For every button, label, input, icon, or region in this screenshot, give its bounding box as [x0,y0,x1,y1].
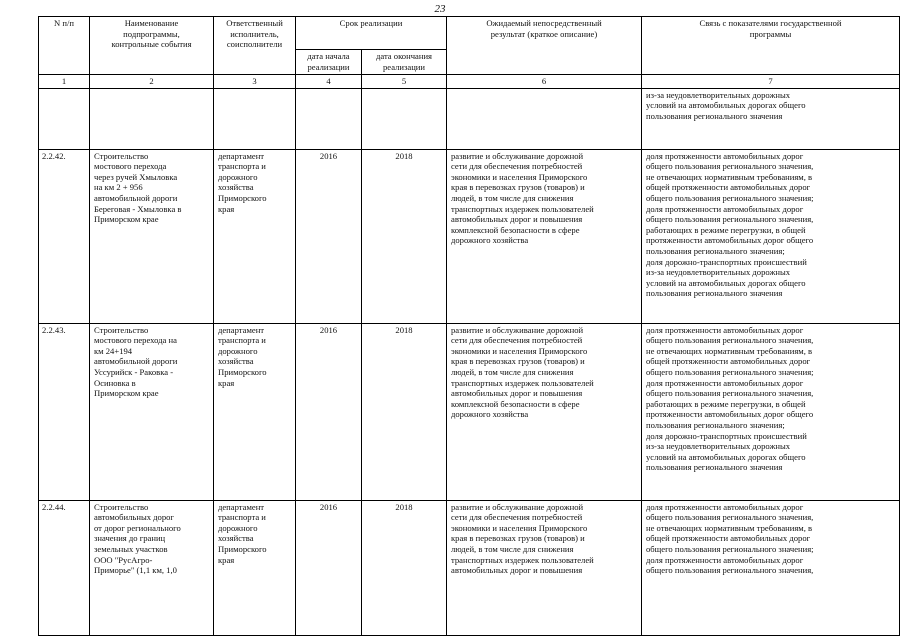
row-result [447,149,642,323]
text-line: из-за неудовлетворительных дорожных [646,89,791,100]
row-name [90,149,214,323]
text-line: общего пользования регионального значения; [646,543,814,554]
text-line: развитие и обслуживание дорожной [451,501,584,512]
text-line: мостового перехода [94,161,167,172]
row-num: 2.2.44. [39,500,90,635]
cont-end [362,88,447,149]
row-name [90,323,214,500]
text-line: не отвечающих нормативным требованиям, в [646,522,813,533]
page-number: 23 [434,3,446,15]
text-line: доля протяженности автомобильных дорог [646,150,804,161]
text-line: транспорта и [218,512,266,523]
text-line: Приморского [218,192,267,203]
row-start: 2016 [296,149,362,323]
text-line: Приморского [218,543,267,554]
text-line: работающих в режиме перегрузки, в общей [646,398,806,409]
header-link [642,17,900,75]
text-line: департамент [218,150,265,161]
row-num: 2.2.42. [39,149,90,323]
text-line: пользования регионального значения; [646,419,785,430]
cont-num [39,88,90,149]
text-line: общего пользования регионального значения, [646,565,814,576]
row-end: 2018 [362,323,447,500]
text-line: подпрограммы, [123,28,180,39]
text-line: через ручей Хмыловка [94,171,178,182]
continuation-row [39,88,900,149]
text-line: протяженности автомобильных дорог общего [646,235,814,246]
text-line: дорожного [218,522,258,533]
text-line: экономики и населения Приморского [451,171,588,182]
text-line: доля дорожно-транспортных происшествий [646,430,807,441]
table-row [39,500,900,635]
text-line: работающих в режиме перегрузки, в общей [646,224,806,235]
table-row [39,323,900,500]
text-line: транспортных издержек пользователей [451,554,594,565]
row-start: 2016 [296,323,362,500]
text-line: края [218,203,235,214]
text-line: пользования регионального значения [646,110,783,121]
text-line: развитие и обслуживание дорожной [451,150,584,161]
column-number: 4 [296,75,362,89]
text-line: департамент [218,324,265,335]
text-line: сети для обеспечения потребностей [451,335,583,346]
text-line: автомобильных дорог и повышения [451,388,583,399]
text-line: мостового перехода на [94,335,177,346]
text-line: пользования регионального значения [646,288,783,299]
text-line: Строительство [94,501,149,512]
text-line: дорожного хозяйства [451,235,529,246]
text-line: дата начала [307,51,350,61]
text-line: людей, в том числе для снижения [451,192,574,203]
text-line: соисполнители [226,39,283,50]
row-link [642,500,900,635]
text-line: исполнитель, [230,28,279,39]
text-line: контрольные события [111,39,192,50]
row-link [642,149,900,323]
text-line: значения до границ [94,533,166,544]
text-line: общего пользования регионального значения; [646,192,814,203]
row-result [447,500,642,635]
text-line: протяженности автомобильных дорог общего [646,409,814,420]
text-line: общего пользования регионального значения; [646,366,814,377]
text-line: доля протяженности автомобильных дорог [646,501,804,512]
row-responsible [214,149,296,323]
text-line: общей протяженности автомобильных дорог [646,356,811,367]
text-line: условий на автомобильных дорогах общего [646,451,806,462]
text-line: сети для обеспечения потребностей [451,512,583,523]
text-line: края в перевозках грузов (товаров) и [451,182,585,193]
text-line: автомобильных дорог [94,512,174,523]
text-line: хозяйства [218,182,254,193]
text-line: Приморского [218,366,267,377]
text-line: земельных участков [94,543,168,554]
text-line: людей, в том числе для снижения [451,543,574,554]
text-line: ООО "РусАгро- [94,554,153,565]
header-name [90,17,214,75]
column-number: 1 [39,75,90,89]
text-line: общего пользования регионального значения, [646,161,814,172]
cont-start [296,88,362,149]
cont-result [447,88,642,149]
text-line: Береговая - Хмыловка в [94,203,182,214]
header-result [447,17,642,75]
text-line: условий на автомобильных дорогах общего [646,100,806,111]
cont-responsible [214,88,296,149]
header-start [296,50,362,75]
text-line: транспортных издержек пользователей [451,377,594,388]
text-line: Связь с показателями государственной [699,18,842,28]
text-line: департамент [218,501,265,512]
text-line: дата окончания [375,51,432,61]
text-line: Строительство [94,150,149,161]
text-line: транспорта и [218,161,266,172]
text-line: дорожного [218,171,258,182]
text-line: экономики и населения Приморского [451,345,588,356]
row-responsible [214,323,296,500]
text-line: доля дорожно-транспортных происшествий [646,256,807,267]
text-line: края в перевозках грузов (товаров) и [451,533,585,544]
text-line: от дорог регионального [94,522,181,533]
row-num: 2.2.43. [39,323,90,500]
text-line: пользования регионального значения [646,462,783,473]
text-line: Строительство [94,324,149,335]
row-start: 2016 [296,500,362,635]
column-number: 5 [362,75,447,89]
text-line: Приморском крае [94,388,159,399]
text-line: доля протяженности автомобильных дорог [646,377,804,388]
text-line: комплексной безопасности в сфере [451,398,580,409]
text-line: из-за неудовлетворительных дорожных [646,267,791,278]
text-line: автомобильной дороги [94,356,178,367]
text-line: общего пользования регионального значения, [646,214,814,225]
text-line: транспортных издержек пользователей [451,203,594,214]
text-line: хозяйства [218,533,254,544]
row-end: 2018 [362,149,447,323]
column-number: 2 [90,75,214,89]
header-responsible [214,17,296,75]
text-line: условий на автомобильных дорогах общего [646,277,806,288]
program-table [38,16,900,636]
text-line: Наименование [124,18,179,28]
text-line: доля протяженности автомобильных дорог [646,554,804,565]
text-line: не отвечающих нормативным требованиям, в [646,171,813,182]
column-number: 6 [447,75,642,89]
text-line: общего пользования регионального значения, [646,388,814,399]
text-line: автомобильной дороги [94,192,178,203]
text-line: км 24+194 [94,345,133,356]
text-line: Приморском крае [94,214,159,225]
text-line: экономики и населения Приморского [451,522,588,533]
text-line: из-за неудовлетворительных дорожных [646,441,791,452]
cont-link [642,88,900,149]
header-num: N п/п [39,17,90,75]
text-line: дорожного хозяйства [451,409,529,420]
header-row [39,17,900,50]
text-line: Приморье" (1,1 км, 1,0 [94,565,177,576]
row-name [90,500,214,635]
text-line: Уссурийск - Раковка - [94,366,174,377]
column-number: 7 [642,75,900,89]
cont-name [90,88,214,149]
text-line: края [218,377,235,388]
text-line: общей протяженности автомобильных дорог [646,533,811,544]
text-line: на км 2 + 956 [94,182,143,193]
text-line: пользования регионального значения; [646,245,785,256]
text-line: развитие и обслуживание дорожной [451,324,584,335]
text-line: дорожного [218,345,258,356]
text-line: результат (краткое описание) [490,28,598,39]
text-line: не отвечающих нормативным требованиям, в [646,345,813,356]
text-line: края в перевозках грузов (товаров) и [451,356,585,367]
text-line: сети для обеспечения потребностей [451,161,583,172]
text-line: края [218,554,235,565]
text-line: программы [749,28,792,39]
column-number-row [39,75,900,89]
text-line: доля протяженности автомобильных дорог [646,203,804,214]
text-line: людей, в том числе для снижения [451,366,574,377]
text-line: автомобильных дорог и повышения [451,214,583,225]
text-line: автомобильных дорог и повышения [451,565,583,576]
row-result [447,323,642,500]
header-term: Срок реализации [296,17,447,50]
column-number: 3 [214,75,296,89]
text-line: комплексной безопасности в сфере [451,224,580,235]
text-line: общего пользования регионального значения, [646,512,814,523]
row-link [642,323,900,500]
text-line: общей протяженности автомобильных дорог [646,182,811,193]
text-line: Ответственный [226,18,283,28]
row-end: 2018 [362,500,447,635]
text-line: хозяйства [218,356,254,367]
text-line: реализации [307,61,350,72]
header-end [362,50,447,75]
text-line: Осиновка в [94,377,136,388]
text-line: общего пользования регионального значения, [646,335,814,346]
row-responsible [214,500,296,635]
text-line: Ожидаемый непосредственный [486,18,602,28]
text-line: доля протяженности автомобильных дорог [646,324,804,335]
text-line: транспорта и [218,335,266,346]
table-row [39,149,900,323]
text-line: реализации [383,61,425,72]
